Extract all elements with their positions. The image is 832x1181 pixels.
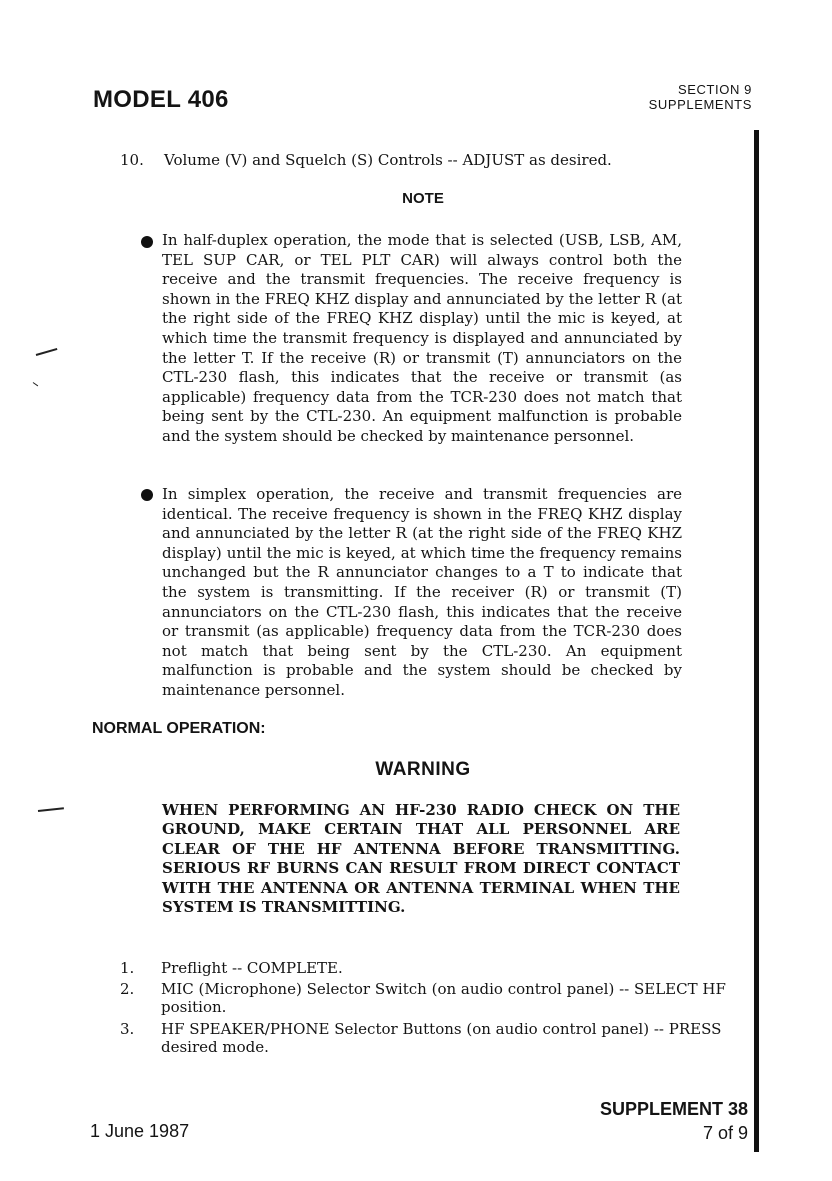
revision-date: 1 June 1987 bbox=[90, 1121, 190, 1141]
normal-operation-heading: NORMAL OPERATION: bbox=[92, 720, 266, 737]
note-paragraph: In simplex operation, the receive and transmit frequencies are identical. The receive frequency is shown in the FREQ KHZ display and annunciated by the letter R (at the right side of the FREQ KHZ display) until the mic is keyed, at which time the frequency remains unchanged but the R annunciator changes to a T to indicate that the system is transmitting. If the receiver (R) or transmit (T) annunciators on the CTL-230 flash, this indicates that the receive or transmit (as applicable) frequency data from the TCR-230 does not match that being sent by the CTL-230. An equipment malfunction is probable and the system should be checked by maintenance personnel. bbox=[162, 485, 682, 699]
step-text: HF SPEAKER/PHONE Selector Buttons (on audio control panel) -- PRESS desired mode. bbox=[161, 1020, 722, 1056]
step-text: Preflight -- COMPLETE. bbox=[161, 959, 343, 977]
warning-heading: WARNING bbox=[375, 759, 471, 780]
step-10 bbox=[120, 151, 612, 169]
note-heading: NOTE bbox=[402, 190, 444, 207]
margin-mark bbox=[33, 382, 38, 386]
margin-mark bbox=[38, 807, 64, 812]
model-title: MODEL 406 bbox=[93, 86, 229, 113]
bullet-icon bbox=[141, 489, 153, 501]
warning-text: WHEN PERFORMING AN HF-230 RADIO CHECK ON THE GROUND, MAKE CERTAIN THAT ALL PERSONNEL ARE CLEAR OF THE HF ANTENNA BEFORE TRANSMITTING. SERIOUS RF BURNS CAN RESULT FROM DIRECT CONTACT WITH THE ANTENNA OR ANTENNA TERMINAL WHEN THE SYSTEM IS TRANSMITTING. bbox=[162, 801, 680, 917]
step-number: 3. bbox=[120, 1020, 135, 1038]
step-text: Volume (V) and Squelch (S) Controls -- ADJUST as desired. bbox=[164, 151, 612, 169]
section-number: SECTION 9 bbox=[677, 82, 752, 97]
step-number: 2. bbox=[120, 980, 135, 998]
step-number: 10. bbox=[120, 151, 144, 169]
note-paragraph: In half-duplex operation, the mode that is selected (USB, LSB, AM, TEL SUP CAR, or TEL PLT CAR) will always control both the receive and the transmit frequencies. The receive frequency is shown in the FREQ KHZ display and annunciated by the letter R (at the right side of the FREQ KHZ display) until the mic is keyed, at which time the transmit frequency is displayed and annunciated by the letter T. If the receive (R) or transmit (T) annunciators on the CTL-230 flash, this indicates that the receive or transmit (as applicable) frequency data from the TCR-230 does not match that being sent by the CTL-230. An equipment malfunction is probable and the system should be checked by maintenance personnel. bbox=[162, 231, 682, 445]
section-title: SUPPLEMENTS bbox=[648, 97, 752, 112]
supplement-number: SUPPLEMENT 38 bbox=[599, 1099, 748, 1119]
step-text: MIC (Microphone) Selector Switch (on audio control panel) -- SELECT HF position. bbox=[161, 980, 726, 1016]
page-number: 7 of 9 bbox=[702, 1123, 748, 1143]
bullet-icon bbox=[141, 236, 153, 248]
section-heading bbox=[649, 82, 752, 112]
step-number: 1. bbox=[120, 959, 135, 977]
margin-mark bbox=[36, 348, 58, 356]
